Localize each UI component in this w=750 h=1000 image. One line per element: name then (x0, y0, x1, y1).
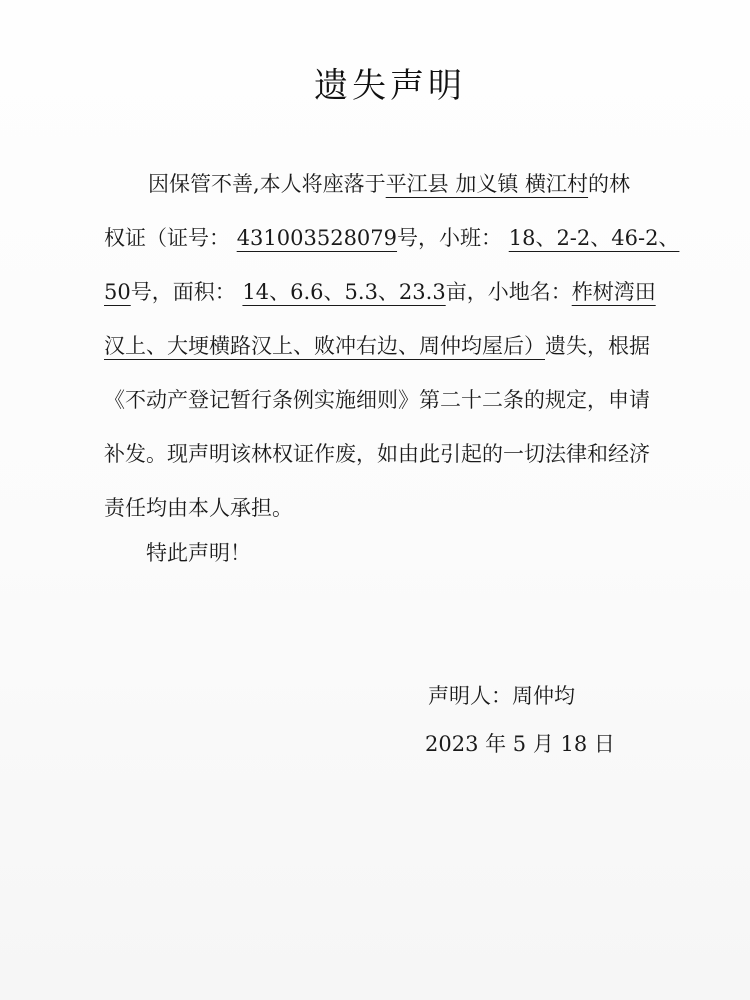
statement-text: 权证（证号： (104, 226, 237, 250)
statement-text: 责任均由本人承担。 (104, 496, 293, 520)
filled-field-text: 平江县 加义镇 横江村 (385, 172, 589, 196)
statement-text: 号，小班： (397, 226, 509, 250)
statement-text: 因保管不善,本人将座落于 (148, 172, 386, 196)
statement-text: 的林 (588, 172, 631, 196)
closing-phrase: 特此声明！ (146, 541, 251, 565)
statement-text: 《不动产登记暂行条例实施细则》第二十二条的规定，申请 (104, 388, 650, 412)
filled-field-text: 汉上、大埂横路汉上、败冲右边、周仲均屋后） (104, 334, 545, 358)
filled-field-text: 柞树湾田 (571, 280, 656, 304)
statement-line (104, 157, 694, 211)
statement-line (104, 265, 694, 319)
statement-line (104, 427, 694, 481)
statement-body (104, 157, 694, 535)
statement-line (104, 319, 694, 373)
document-title: 遗失声明 (314, 66, 466, 106)
date-line: 2023 年 5 月 18 日 (425, 732, 615, 756)
statement-text: 号，面积： (130, 280, 243, 304)
filled-field-text: 431003528079 (236, 226, 398, 250)
statement-text: 遗失，根据 (545, 334, 650, 358)
filled-field-text: 14、6.6、5.3、23.3 (242, 280, 446, 304)
statement-text: 补发。现声明该林权证作废，如由此引起的一切法律和经济 (104, 442, 650, 466)
statement-text: 亩，小地名： (445, 280, 572, 304)
statement-line (104, 373, 694, 427)
filled-field-text: 50 (104, 280, 131, 304)
filled-field-text: 18、2-2、46-2、 (508, 226, 680, 250)
signer-line: 声明人：周仲均 (428, 684, 575, 708)
statement-line (104, 211, 694, 265)
statement-line (104, 481, 694, 535)
